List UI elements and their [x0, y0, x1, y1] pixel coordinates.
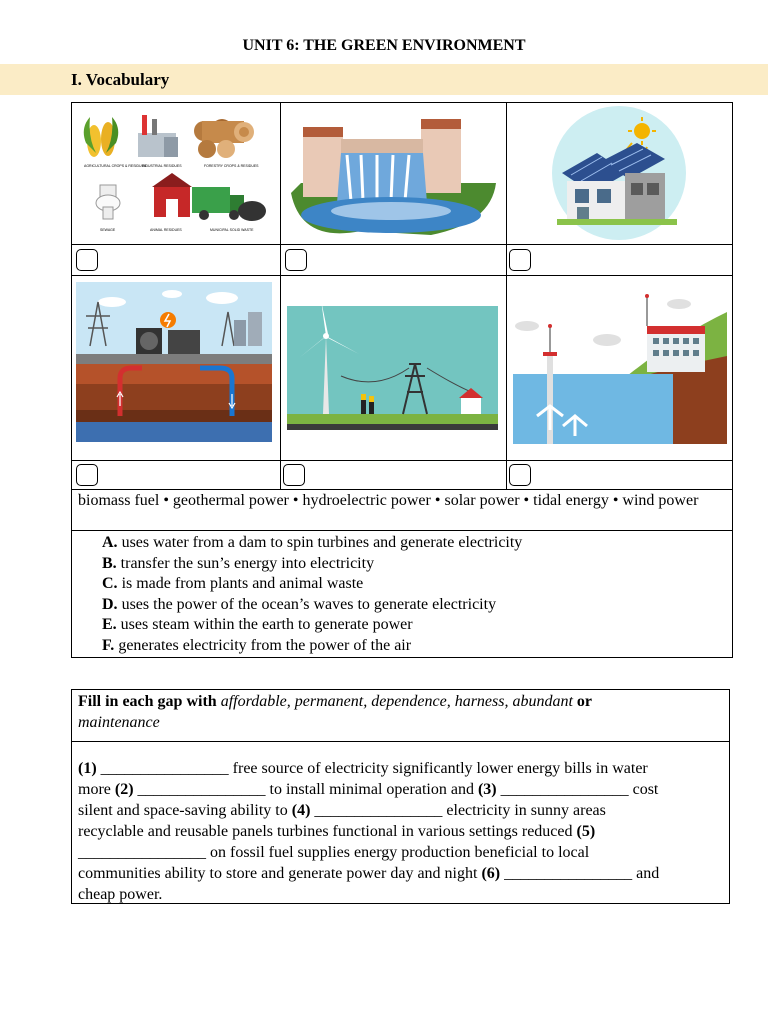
passage-line: (1) ________________ free source of electricity significantly lower energy bills in water [78, 760, 648, 777]
passage-line: recyclable and reusable panels turbines functional in various settings reduced (5) [78, 823, 596, 840]
answer-checkbox-4[interactable] [76, 464, 98, 486]
passage-line: cheap power. [78, 886, 163, 903]
definition-item: B. transfer the sun’s energy into electricity [102, 554, 375, 572]
biomass-image-cell [71, 102, 281, 245]
answer-cell-4 [71, 460, 281, 490]
answer-cell-3 [506, 244, 733, 276]
biomass-caption-1: AGRICULTURAL CROPS & RESIDUES [84, 164, 147, 168]
passage-line: communities ability to store and generate power day and night (6) ________________ and [78, 865, 660, 882]
definition-item: A. uses water from a dam to spin turbines and generate electricity [102, 534, 523, 551]
biomass-caption-5: ANIMAL RESIDUES [150, 228, 182, 232]
hydroelectric-image-cell [280, 102, 507, 245]
biomass-caption-2: INDUSTRIAL RESIDUES [142, 164, 182, 168]
biomass-fuel-illustration [72, 103, 280, 244]
answer-checkbox-2[interactable] [285, 249, 307, 271]
biomass-caption-6: MUNICIPAL SOLID WASTE [210, 228, 254, 232]
vocabulary-heading: I. Vocabulary [71, 70, 170, 89]
answer-cell-5 [280, 460, 507, 490]
answer-cell-1 [71, 244, 281, 276]
biomass-caption-3: FORESTRY CROPS & RESIDUES [204, 164, 259, 168]
tidal-image-cell [506, 275, 733, 461]
solar-house-illustration [507, 103, 732, 244]
fill-in-instruction: Fill in each gap with affordable, permanent, dependence, harness, abundant or maintenance [71, 689, 730, 742]
answer-checkbox-3[interactable] [509, 249, 531, 271]
word-bank: biomass fuel • geothermal power • hydroelectric power • solar power • tidal energy • wind power [71, 489, 733, 531]
tidal-energy-illustration [507, 276, 732, 460]
hydroelectric-dam-illustration [281, 103, 506, 244]
answer-checkbox-6[interactable] [509, 464, 531, 486]
answer-cell-6 [506, 460, 733, 490]
definition-item: F. generates electricity from the power of the air [102, 636, 412, 654]
geothermal-plant-illustration [72, 276, 280, 460]
passage-line: silent and space-saving ability to (4) ________________ electricity in sunny areas [78, 802, 606, 819]
passage-line: more (2) ________________ to install minimal operation and (3) ________________ cost [78, 781, 659, 798]
answer-cell-2 [280, 244, 507, 276]
answer-checkbox-1[interactable] [76, 249, 98, 271]
definition-list [71, 530, 733, 658]
answer-checkbox-5[interactable] [283, 464, 305, 486]
wind-image-cell [280, 275, 507, 461]
fill-in-passage [71, 741, 730, 904]
definition-item: C. is made from plants and animal waste [102, 575, 364, 593]
vocabulary-section-band [0, 64, 768, 95]
definition-item: D. uses the power of the ocean’s waves to generate electricity [102, 595, 497, 613]
solar-image-cell [506, 102, 733, 245]
geothermal-image-cell [71, 275, 281, 461]
page-title: UNIT 6: THE GREEN ENVIRONMENT [242, 37, 526, 54]
biomass-caption-4: SEWAGE [100, 228, 116, 232]
definition-item: E. uses steam within the earth to generate power [102, 616, 413, 634]
wind-turbine-illustration [281, 276, 506, 460]
passage-line: ________________ on fossil fuel supplies energy production beneficial to local [78, 844, 590, 861]
